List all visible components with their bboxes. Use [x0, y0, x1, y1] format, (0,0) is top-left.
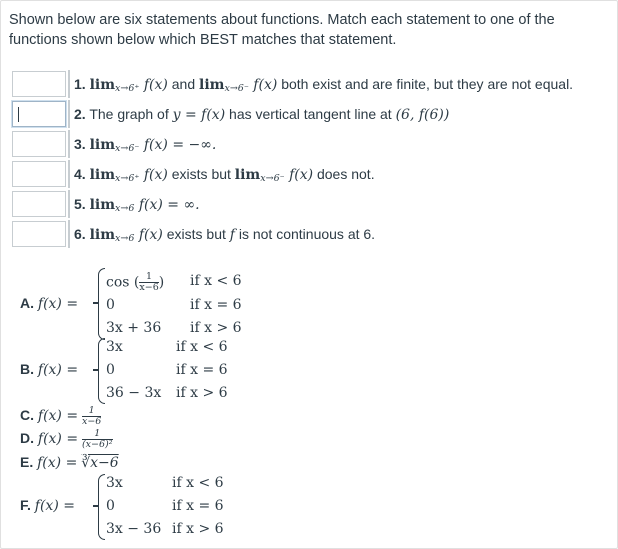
answer-input-1[interactable]: [12, 71, 66, 97]
function-a-brace: [98, 268, 105, 340]
function-a-cond-3: if x > 6: [190, 320, 242, 336]
function-a-cond-2: if x = 6: [190, 297, 242, 313]
statement-6: 6. $\lim_{x\to 6} f(x)$ exists but f is not continuous at 6.: [68, 220, 375, 248]
function-b-brace: [98, 338, 105, 404]
question-intro: Shown below are six statements about functions. Match each statement to one of the functions shown below which BEST matches that statement.: [9, 12, 555, 48]
function-f-label: F. f(x) =: [20, 497, 75, 514]
function-c-label: C. f(x) = $\frac{1}{x-6}$: [20, 405, 102, 427]
function-d-label: D. f(x) = $\frac{1}{\text{(x−6)²}}$: [20, 428, 113, 450]
function-e-label: E. f(x) = ∛x−6: [20, 454, 119, 471]
statement-2: 2. The graph of y = f(x) has vertical tangent line at (6, f(6)): [68, 100, 449, 128]
text-caret: [18, 107, 19, 122]
function-a-brace-tip: [93, 302, 98, 304]
answer-input-2[interactable]: [12, 101, 66, 127]
function-a-case-2: 0: [106, 297, 115, 313]
function-b-case-3: 36 − 3x: [106, 385, 162, 401]
match-row-2: [12, 100, 612, 130]
function-b-brace-tip: [93, 369, 98, 371]
match-row-1: [12, 70, 612, 100]
statement-1: 1. $\lim_{x\to 6^+} f(x)$ and $\lim_{x\to 6^-} f(x)$ both exist and are finite, but they are not equal.: [68, 70, 573, 98]
function-b-cond-3: if x > 6: [176, 385, 228, 401]
answer-input-4[interactable]: [12, 161, 66, 187]
function-f-case-3: 3x − 36: [106, 521, 162, 537]
answer-input-6[interactable]: [12, 221, 66, 247]
function-a-cond-1: if x < 6: [190, 273, 242, 289]
match-row-3: [12, 130, 612, 160]
function-b-label: B. f(x) =: [20, 361, 79, 378]
function-f-case-2: 0: [106, 498, 115, 514]
function-f-cond-1: if x < 6: [172, 475, 224, 491]
answer-input-5[interactable]: [12, 191, 66, 217]
match-row-5: [12, 190, 612, 220]
function-b-case-1: 3x: [106, 339, 123, 355]
statement-4: 4. $\lim_{x\to 6^+} f(x)$ exists but $\lim_{x\to 6^-} f(x)$ does not.: [68, 160, 375, 188]
function-f-brace: [98, 474, 105, 540]
function-f-cond-2: if x = 6: [172, 498, 224, 514]
function-a-case-1: cos ( $\frac{1}{x-6}$ ): [106, 271, 165, 293]
function-b-case-2: 0: [106, 362, 115, 378]
match-row-4: [12, 160, 612, 190]
function-f-cond-3: if x > 6: [172, 521, 224, 537]
function-f-brace-tip: [93, 505, 98, 507]
function-a-label: A. f(x) =: [20, 295, 79, 312]
statement-3: 3. $\lim_{x\to 6^-} f(x)$ = −∞.: [68, 130, 216, 158]
match-row-6: [12, 220, 612, 250]
function-b-cond-2: if x = 6: [176, 362, 228, 378]
function-a-case-3: 3x + 36: [106, 320, 162, 336]
function-f-case-1: 3x: [106, 475, 123, 491]
answer-input-3[interactable]: [12, 131, 66, 157]
statement-5: 5. $\lim_{x\to 6} f(x)$ = ∞.: [68, 190, 200, 218]
function-b-cond-1: if x < 6: [176, 339, 228, 355]
